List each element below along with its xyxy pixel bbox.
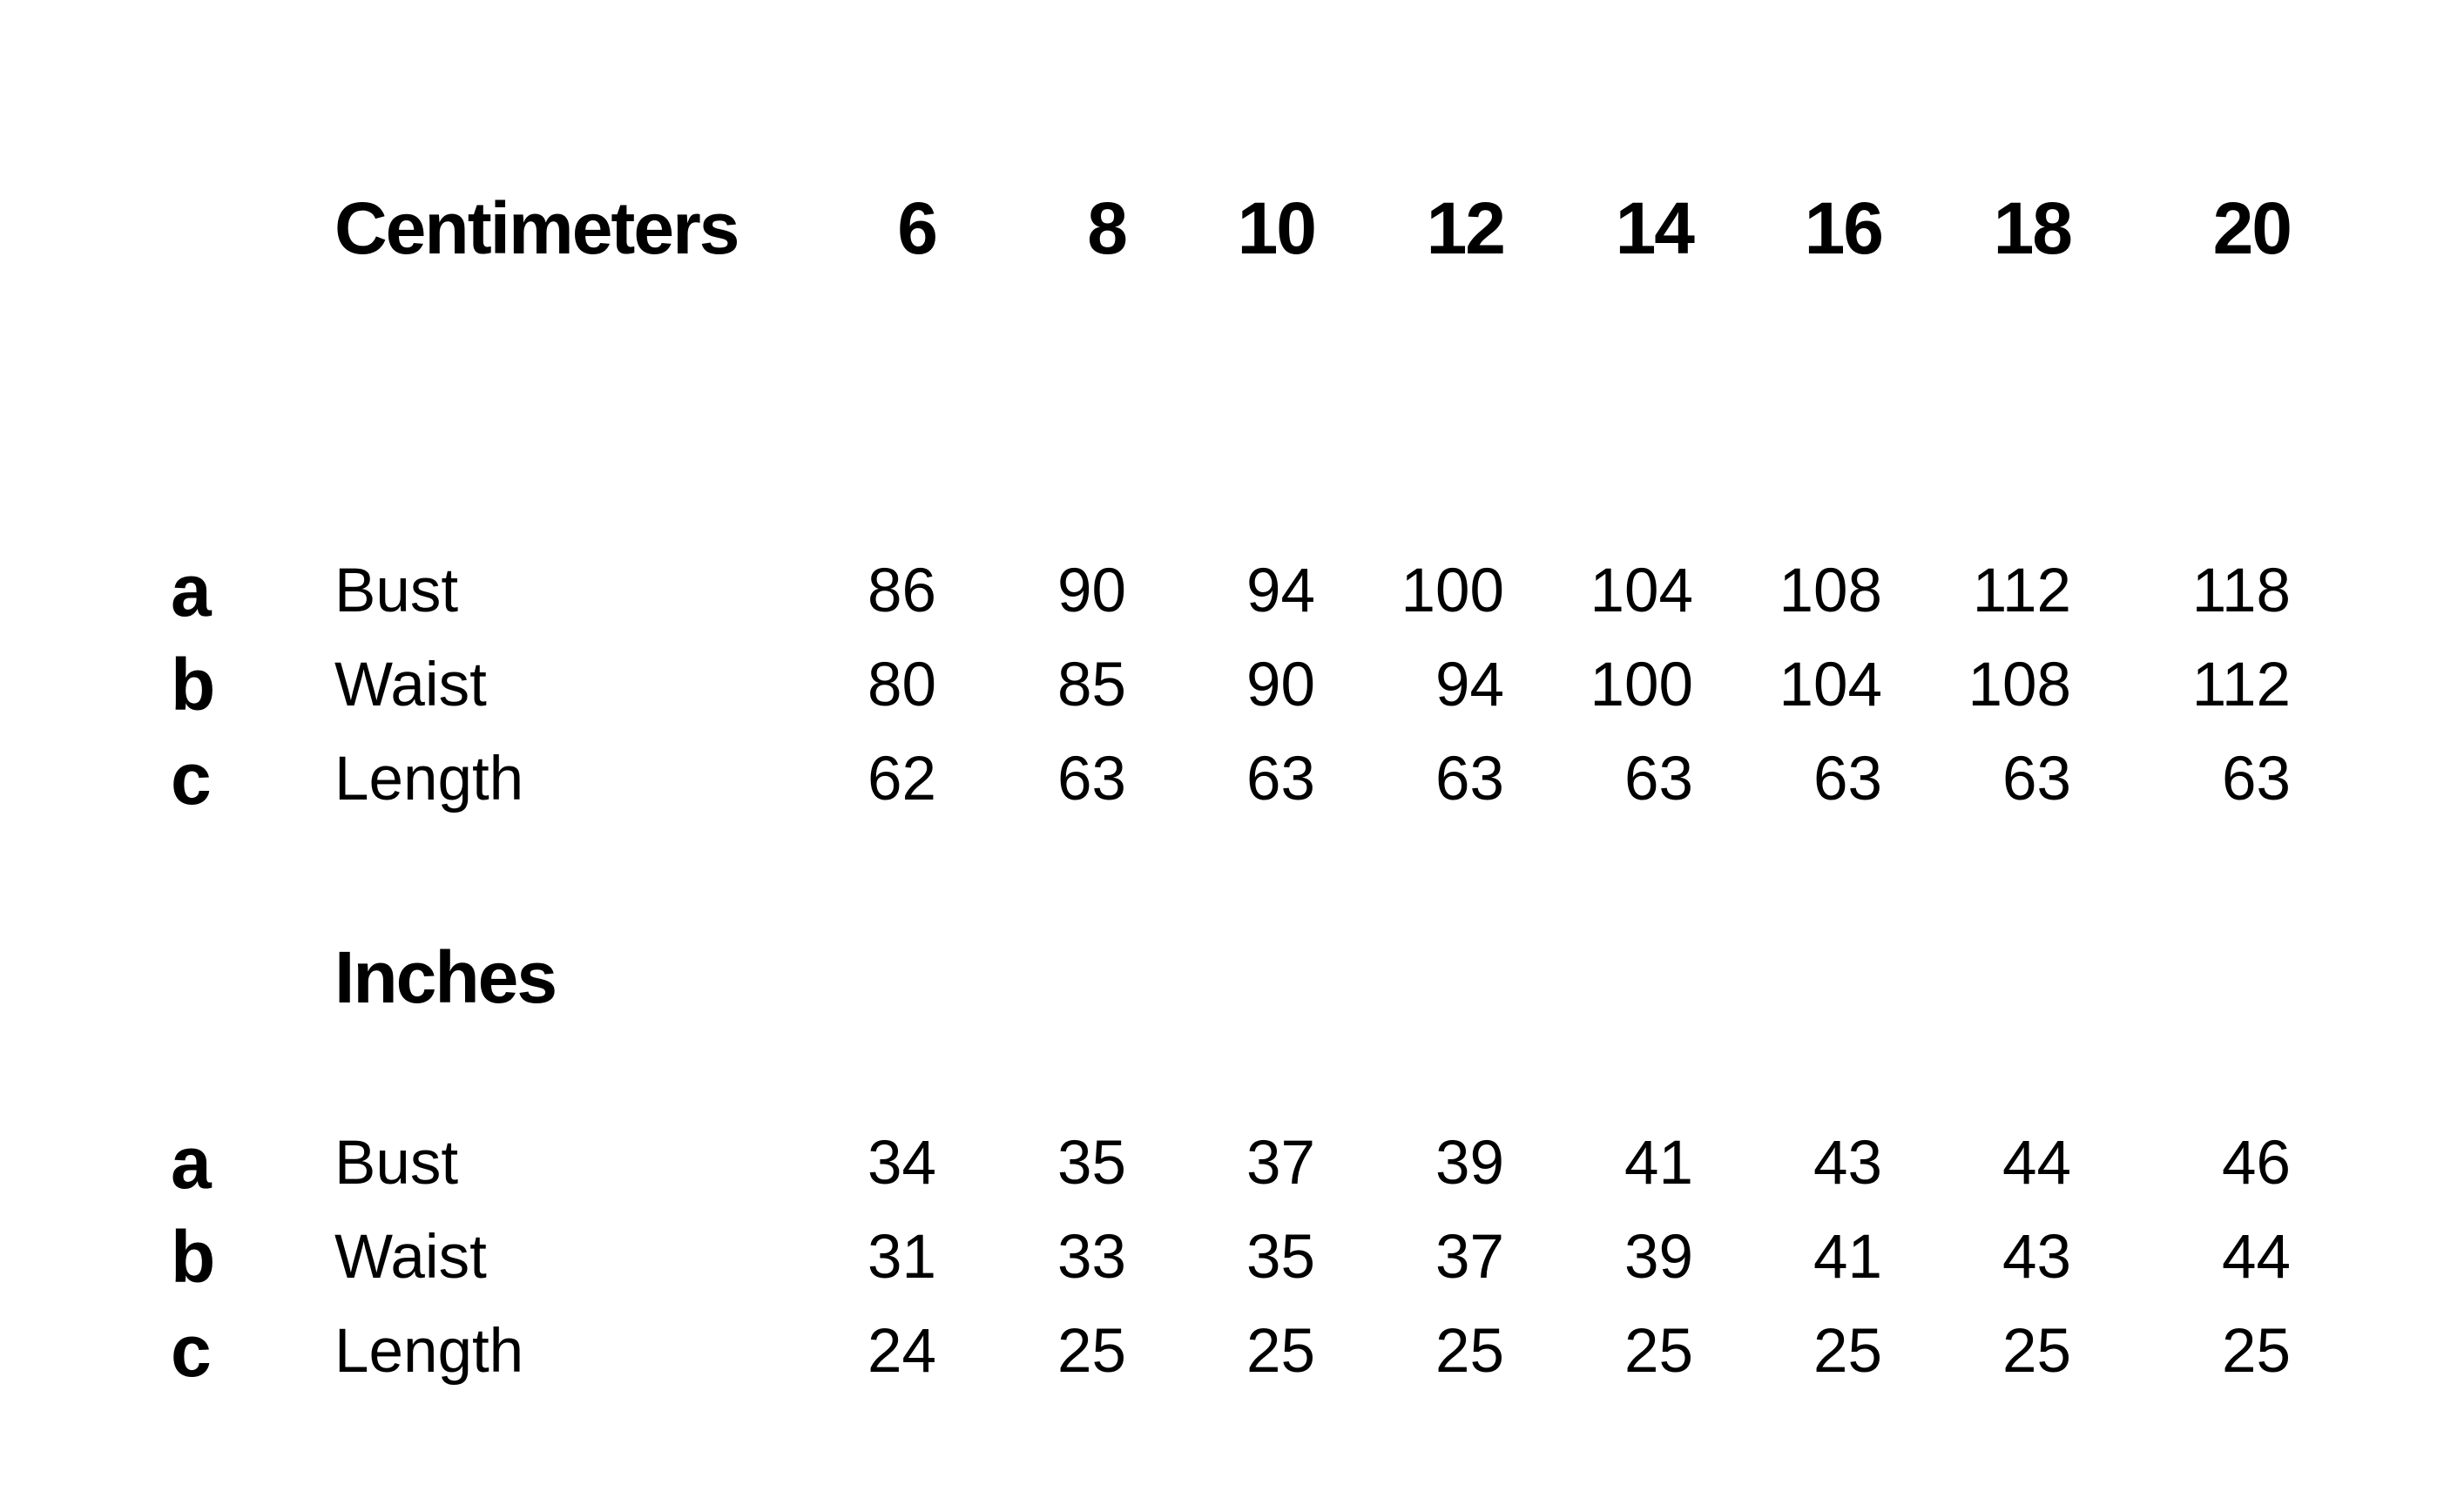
cell-in-length-size20: 25: [2222, 1316, 2291, 1386]
cell-cm-waist-size12: 94: [1435, 650, 1504, 719]
cell-in-waist-size10: 35: [1246, 1222, 1315, 1292]
table-row-in-waist: [0, 1210, 2437, 1304]
cell-in-waist-size18: 43: [2002, 1222, 2071, 1292]
size-column-8: 8: [1087, 186, 1126, 269]
cell-in-waist-size20: 44: [2222, 1222, 2291, 1292]
cell-in-bust-size20: 46: [2222, 1128, 2291, 1198]
cell-cm-length-size20: 63: [2222, 744, 2291, 813]
row-letter: b: [171, 1215, 216, 1298]
cell-cm-waist-size14: 100: [1590, 650, 1693, 719]
cell-in-waist-size16: 41: [1813, 1222, 1882, 1292]
size-header-row: [0, 181, 2437, 275]
cell-in-bust-size12: 39: [1435, 1128, 1504, 1198]
cell-cm-bust-size8: 90: [1057, 556, 1126, 625]
cell-in-length-size14: 25: [1624, 1316, 1693, 1386]
cell-in-waist-size14: 39: [1624, 1222, 1693, 1292]
inches-section: [0, 1116, 2437, 1398]
size-column-16: 16: [1804, 186, 1882, 269]
cell-cm-waist-size18: 108: [1968, 650, 2071, 719]
size-column-20: 20: [2212, 186, 2291, 269]
cell-in-waist-size6: 31: [867, 1222, 936, 1292]
cell-in-length-size8: 25: [1057, 1316, 1126, 1386]
cell-in-length-size18: 25: [2002, 1316, 2071, 1386]
cell-in-bust-size18: 44: [2002, 1128, 2071, 1198]
cell-in-length-size16: 25: [1813, 1316, 1882, 1386]
cell-in-waist-size12: 37: [1435, 1222, 1504, 1292]
inches-section-title: Inches: [334, 935, 557, 1018]
table-row-cm-length: [0, 732, 2437, 826]
size-column-18: 18: [1993, 186, 2071, 269]
cell-cm-bust-size6: 86: [867, 556, 936, 625]
cell-in-length-size6: 24: [867, 1316, 936, 1386]
cell-cm-length-size8: 63: [1057, 744, 1126, 813]
row-letter: c: [171, 1309, 212, 1392]
row-label: Length: [334, 1316, 524, 1386]
centimeters-section-title: Centimeters: [334, 186, 739, 269]
cell-in-length-size12: 25: [1435, 1316, 1504, 1386]
cell-cm-length-size14: 63: [1624, 744, 1693, 813]
size-column-10: 10: [1237, 186, 1315, 269]
cell-cm-bust-size20: 118: [2191, 556, 2291, 625]
row-letter: a: [171, 1121, 212, 1204]
cell-cm-bust-size12: 100: [1401, 556, 1504, 625]
row-label: Length: [334, 744, 524, 813]
cell-cm-length-size12: 63: [1435, 744, 1504, 813]
row-letter: a: [171, 549, 212, 631]
cell-in-bust-size16: 43: [1813, 1128, 1882, 1198]
size-column-12: 12: [1426, 186, 1504, 269]
cell-cm-waist-size6: 80: [867, 650, 936, 719]
cell-cm-length-size6: 62: [867, 744, 936, 813]
centimeters-section: [0, 543, 2437, 826]
table-row-in-length: [0, 1304, 2437, 1398]
row-label: Waist: [334, 650, 487, 719]
size-column-6: 6: [897, 186, 936, 269]
cell-cm-waist-size16: 104: [1779, 650, 1882, 719]
cell-in-bust-size10: 37: [1246, 1128, 1315, 1198]
cell-cm-length-size16: 63: [1813, 744, 1882, 813]
cell-cm-length-size10: 63: [1246, 744, 1315, 813]
cell-in-bust-size14: 41: [1624, 1128, 1693, 1198]
row-label: Bust: [334, 1128, 459, 1198]
cell-in-bust-size6: 34: [867, 1128, 936, 1198]
cell-cm-bust-size10: 94: [1246, 556, 1315, 625]
row-letter: b: [171, 643, 216, 726]
cell-cm-bust-size18: 112: [1972, 556, 2071, 625]
table-row-in-bust: [0, 1116, 2437, 1210]
size-column-14: 14: [1615, 186, 1693, 269]
row-label: Waist: [334, 1222, 487, 1292]
table-row-cm-bust: [0, 543, 2437, 638]
cell-cm-bust-size16: 108: [1779, 556, 1882, 625]
row-letter: c: [171, 737, 212, 820]
cell-in-length-size10: 25: [1246, 1316, 1315, 1386]
inches-header-row: [0, 930, 2437, 1024]
table-row-cm-waist: [0, 638, 2437, 732]
cell-cm-length-size18: 63: [2002, 744, 2071, 813]
cell-cm-waist-size20: 112: [2191, 650, 2291, 719]
cell-in-waist-size8: 33: [1057, 1222, 1126, 1292]
cell-in-bust-size8: 35: [1057, 1128, 1126, 1198]
cell-cm-bust-size14: 104: [1590, 556, 1693, 625]
cell-cm-waist-size10: 90: [1246, 650, 1315, 719]
cell-cm-waist-size8: 85: [1057, 650, 1126, 719]
row-label: Bust: [334, 556, 459, 625]
